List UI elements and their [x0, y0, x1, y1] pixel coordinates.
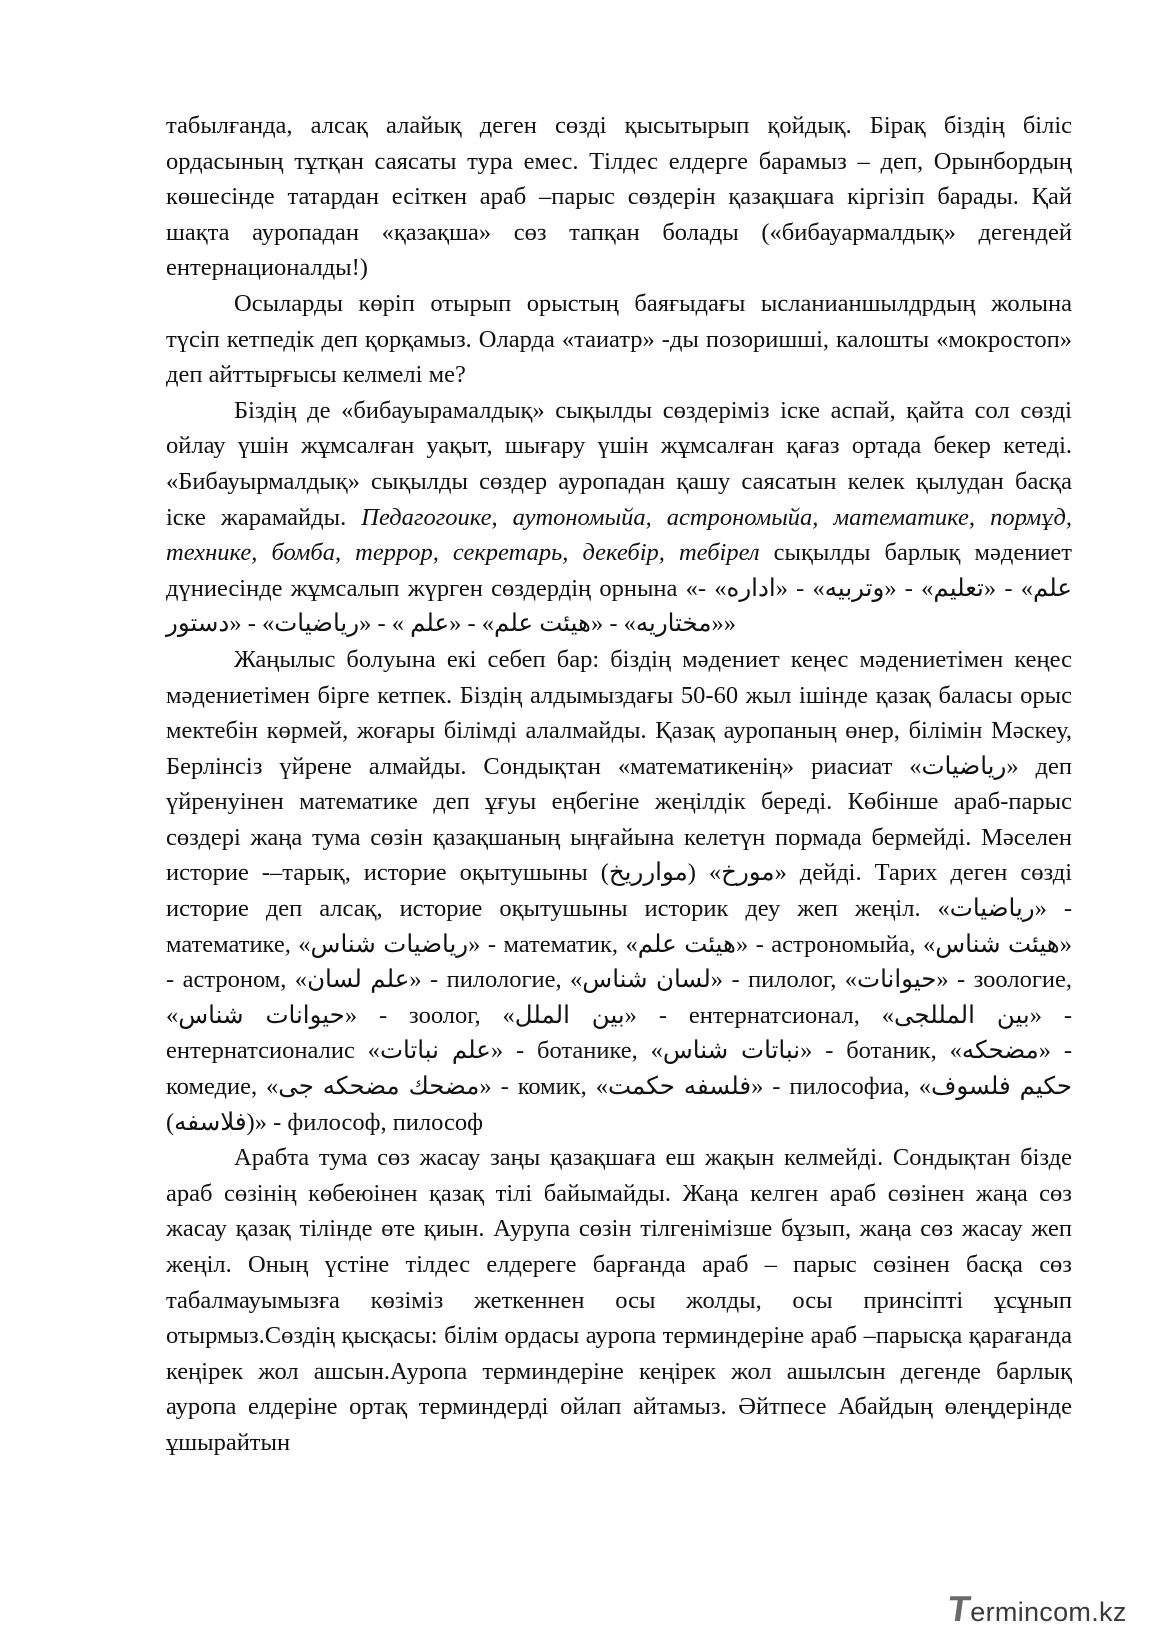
- paragraph-3-text-b: сықылды барлық мәдениет дүниесінде жұмсалып жүрген сөздердің орнына «علم» - «تعليم» - «وتربيه» - «اداره» - «مختاريه» - «هيئت علم» - «علم » - «رياضيات» - «دستور»: [166, 539, 1072, 638]
- paragraph-1: табылғанда, алсақ алайық деген сөзді қысытырып қойдық. Бірақ біздің біліс ордасының тұтқан саясаты тура емес. Тілдес елдерге барамыз – деп, Орынбордың көшесінде татардан есіткен араб –парыс сөздерін қазақшаға кіргізіп барады. Қай шақта ауропадан «қазақша» сөз тапқан болады («бибауармалдық» дегендей ентернационалды!): [166, 112, 1072, 282]
- paragraph-4: Жаңылыс болуына екі себеп бар: біздің мәдениет кеңес мәдениетімен кеңес мәдениетімен бірге кетпек. Біздің алдымыздағы 50-60 жыл ішінде қазақ баласы орыс мектебін көрмей, жоғары білімді алалмайды. Қазақ ауропаның өнер, білімін Мәскеу, Берлінсіз үйрене алмайды. Сондықтан «математикенің» риасиат «رياضيات» деп үйренуінен математике деп ұғуы еңбегіне жеңілдік береді. Көбінше араб-парыс сөздері жаңа тума сөзін қазақшаның ыңғайына келетүн пормада бермейді. Мәселен историе -–тарық, историе оқытушыны (موارريخ) «مورخ» дейді. Тарих деген сөзді историе деп алсақ, историе оқытушыны историк деу жеп жеңіл. «رياضيات» - математике, «رياضيات شناس» - математик, «هيئت علم» - астрономыйа, «هيئت شناس» - астроном, «علم لسان» - пилологие, «لسان شناس» - пилолог, «حيوانات» - зоологие, «حيوانات شناس» - зоолог, «بين الملل» - ентернатсионал, «بين المللجى» - ентернатсионалис «علم نباتات» - ботанике, «نباتات شناس» - ботаник, «مضحكه» - комедие, «مضحك مضحكه جى» - комик, «فلسفه حكمت» - пилософиа, «حكيم فلسوف (فلاسفه)» - философ, пилософ: [166, 645, 1073, 1136]
- paragraph-3-text-a: Біздің де «бибауырамалдық» сықылды сөздеріміз іске аспай, қайта сол сөзді ойлау үшін жұмсалған уақыт, шығару үшін жұмсалған қағаз ортада бекер кетеді. «Бибауырмалдық» сықылды сөздер ауропадан қашу саясатын келек қылудан басқа іске жарамайды.: [166, 396, 1072, 531]
- logo-text: ermincom.kz: [970, 1597, 1127, 1627]
- paragraph-5: Арабта тума сөз жасау заңы қазақшаға еш жақын келмейді. Сондықтан бізде араб сөзінің көбеюінен қазақ тілі байымайды. Жаңа келген араб сөзінен жаңа сөз жасау қазақ тілінде өте қиын. Аурупа сөзін тілгенімізше бұзып, жаңа сөз жасау жеп жеңіл. Оның үстіне тілдес елдереге барғанда араб – парыс сөзінен басқа сөз табалмауымызға көзіміз жеткеннен осы жолды, осы принсіпті ұсұнып отырмыз.Сөздің қысқасы: білім ордасы ауропа терминдеріне араб –парысқа қарағанда кеңірек жол ашсын.Ауропа терминдеріне кеңірек жол ашылсын дегенде барлық ауропа елдеріне ортақ терминдерді ойлап айтамыз. Әйтпесе Абайдың өлеңдерінде ұшырайтын: [166, 1144, 1072, 1456]
- paragraph-2: Осыларды көріп отырып орыстың баяғыдағы ысланианшылдрдың жолына түсіп кетпедік деп қорқамыз. Оларда «таиатр» -ды позоришші, калошты «мокростоп» деп айттырғысы келмелі ме?: [166, 289, 1072, 389]
- paragraph-3: [166, 393, 1072, 642]
- termincom-watermark-logo: [945, 1588, 1144, 1629]
- paragraph-3-italic-terms: Педагогоике, аутономыйа, астрономыйа, математике, пормұд, технике, бомба, террор, секретарь, декебір, тебірел: [166, 503, 1073, 567]
- logo-t-mark: T: [945, 1588, 974, 1629]
- document-page: [166, 108, 1072, 1461]
